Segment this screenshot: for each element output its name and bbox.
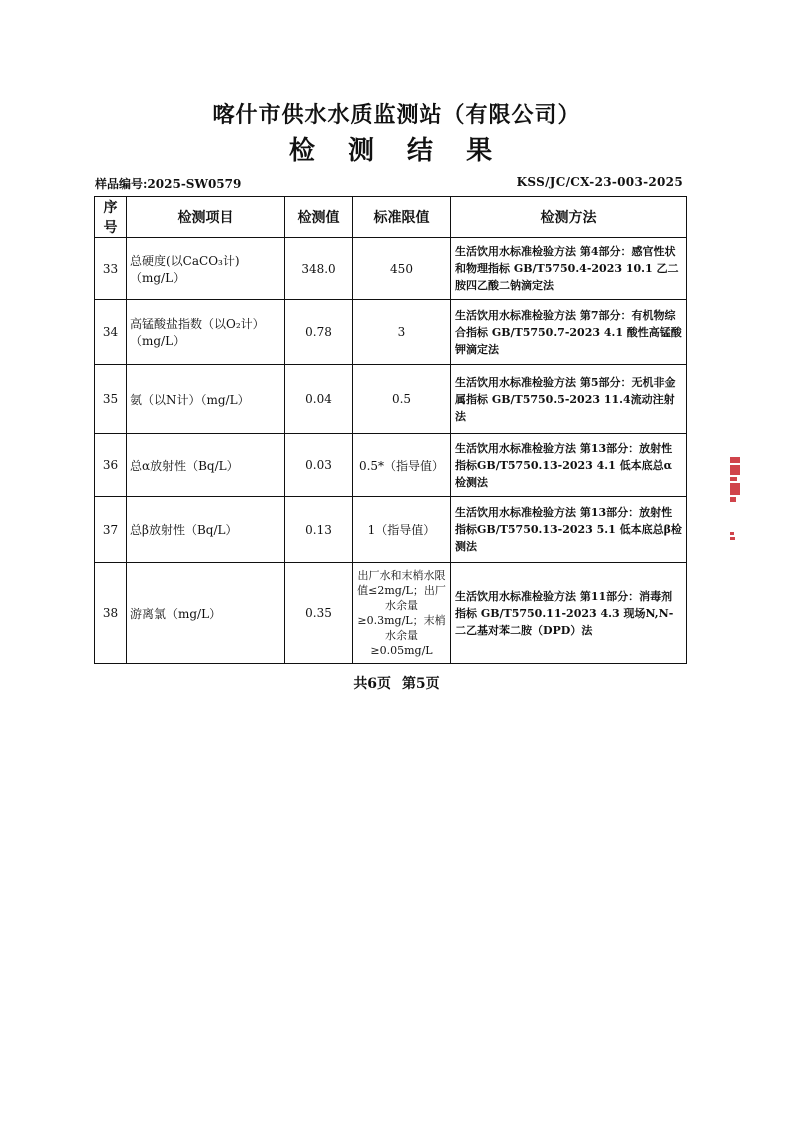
sample-number: 样品编号:2025-SW0579	[95, 177, 242, 191]
row-method: 生活饮用水标准检验方法 第11部分：消毒剂指标 GB/T5750.11-2023 4.3 现场N,N-二乙基对苯二胺（DPD）法	[451, 563, 687, 664]
seal-stamp-fragment	[730, 455, 744, 575]
row-method: 生活饮用水标准检验方法 第13部分：放射性指标GB/T5750.13-2023 5.1 低本底总β检测法	[451, 497, 687, 563]
row-limit: 0.5*（指导值）	[353, 434, 451, 497]
row-method: 生活饮用水标准检验方法 第4部分：感官性状和物理指标 GB/T5750.4-2023 10.1 乙二胺四乙酸二钠滴定法	[451, 238, 687, 300]
row-item: 游离氯（mg/L）	[127, 563, 285, 664]
row-method: 生活饮用水标准检验方法 第7部分：有机物综合指标 GB/T5750.7-2023 4.1 酸性高锰酸钾滴定法	[451, 300, 687, 365]
row-value: 0.78	[285, 300, 353, 365]
table-row	[95, 365, 687, 434]
row-no: 35	[95, 365, 127, 434]
table-row	[95, 434, 687, 497]
row-item: 总α放射性（Bq/L）	[127, 434, 285, 497]
header-no: 序号	[95, 197, 127, 238]
row-no: 38	[95, 563, 127, 664]
row-value: 0.04	[285, 365, 353, 434]
document-number: KSS/JC/CX-23-003-2025	[516, 175, 683, 189]
row-no: 36	[95, 434, 127, 497]
row-item: 总β放射性（Bq/L）	[127, 497, 285, 563]
header-method: 检测方法	[451, 197, 687, 238]
table-header-row	[95, 197, 687, 238]
report-title: 检 测 结 果	[288, 136, 505, 166]
row-value: 0.03	[285, 434, 353, 497]
row-limit: 0.5	[353, 365, 451, 434]
table-row	[95, 497, 687, 563]
table-row	[95, 238, 687, 300]
page-number	[0, 673, 793, 693]
row-limit: 1（指导值）	[353, 497, 451, 563]
total-pages: 共6页	[353, 676, 392, 692]
header-limit: 标准限值	[353, 197, 451, 238]
row-no: 34	[95, 300, 127, 365]
table-row	[95, 563, 687, 664]
row-item: 氨（以N计）（mg/L）	[127, 365, 285, 434]
table-row	[95, 300, 687, 365]
header-item: 检测项目	[127, 197, 285, 238]
results-table	[94, 196, 687, 664]
row-item: 总硬度(以CaCO₃计)（mg/L）	[127, 238, 285, 300]
row-no: 33	[95, 238, 127, 300]
row-no: 37	[95, 497, 127, 563]
row-value: 0.35	[285, 563, 353, 664]
row-limit: 3	[353, 300, 451, 365]
row-limit: 出厂水和末梢水限值≤2mg/L；出厂水余量≥0.3mg/L；末梢水余量≥0.05mg/L	[353, 563, 451, 664]
row-value: 348.0	[285, 238, 353, 300]
header-value: 检测值	[285, 197, 353, 238]
row-limit: 450	[353, 238, 451, 300]
current-page: 第5页	[401, 676, 440, 692]
row-item: 高锰酸盐指数（以O₂计）（mg/L）	[127, 300, 285, 365]
row-method: 生活饮用水标准检验方法 第13部分：放射性指标GB/T5750.13-2023 4.1 低本底总α检测法	[451, 434, 687, 497]
row-value: 0.13	[285, 497, 353, 563]
row-method: 生活饮用水标准检验方法 第5部分：无机非金属指标 GB/T5750.5-2023 11.4流动注射法	[451, 365, 687, 434]
organization-name: 喀什市供水水质监测站（有限公司）	[212, 102, 581, 128]
